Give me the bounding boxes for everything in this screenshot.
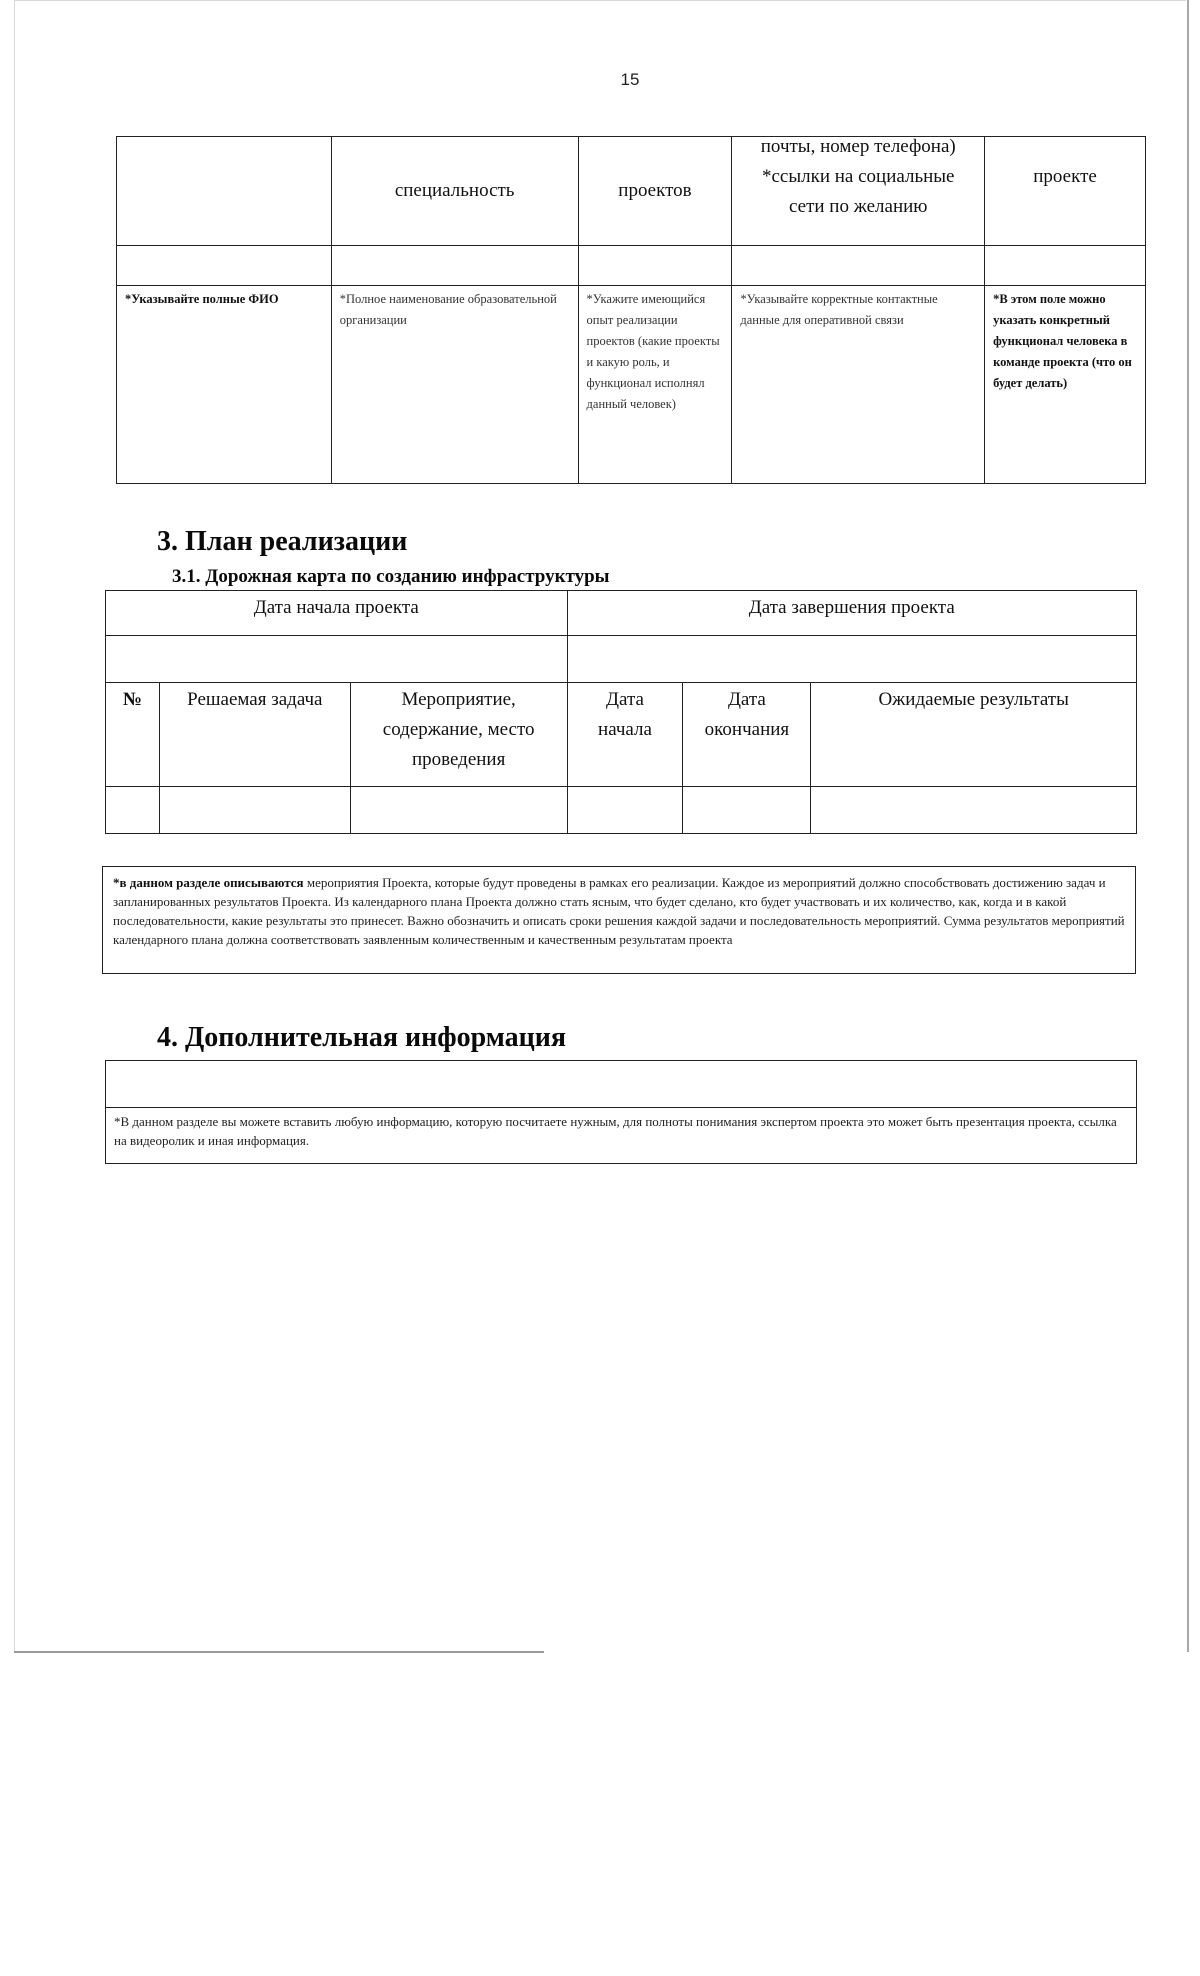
contacts-header-line: сети по желанию xyxy=(788,196,928,217)
section3-note-text: мероприятия Проекта, которые будут проведены в рамках его реализации. Каждое из мероприятий должно способствовать достижению задач и запланированных результатов Проекта. Из календарного плана Проекта должно стать ясным, что будет сделано, кто будет участвовать и их количество, как, когда и в какой последовательности, какие результаты это принесет. Важно обозначить и описать сроки решения каждой задачи и последовательность мероприятий. Сумма результатов мероприятий календарного плана должна соответствовать заявленным количественным и качественным результатам проекта xyxy=(113,875,1125,947)
team-header-cell-specialty: специальность xyxy=(331,137,578,246)
page-edge-top xyxy=(14,0,1186,1)
roadmap-empty-cell[interactable] xyxy=(159,787,350,834)
end-date-value-cell[interactable] xyxy=(567,636,1136,683)
page-edge-right xyxy=(1187,0,1189,1652)
hint-full-name: *Указывайте полные ФИО xyxy=(117,286,332,484)
team-empty-cell[interactable] xyxy=(331,246,578,286)
roadmap-empty-cell[interactable] xyxy=(567,787,683,834)
team-table-empty-row xyxy=(117,246,1146,286)
page-edge-left xyxy=(14,0,15,1652)
team-table-header-row xyxy=(117,137,1146,246)
contacts-header-line: почты, номер телефона) xyxy=(760,136,956,157)
team-empty-cell[interactable] xyxy=(732,246,985,286)
section3-title: 3. План реализации xyxy=(157,526,408,557)
page-edge-bottom xyxy=(14,1651,544,1653)
team-header-cell-experience: проектов xyxy=(578,137,732,246)
hint-experience: *Укажите имеющийся опыт реализации проектов (какие проекты и какую роль, и функционал исполнял данный человек) xyxy=(578,286,732,484)
page-number: 15 xyxy=(620,70,640,89)
column-end-date: Дата окончания xyxy=(683,683,811,787)
roadmap-empty-row xyxy=(106,787,1137,834)
column-number: № xyxy=(106,683,160,787)
start-date-label: Дата начала проекта xyxy=(106,591,568,636)
roadmap-table xyxy=(105,590,1137,834)
team-header-cell-name xyxy=(117,137,332,246)
team-header-cell-contacts xyxy=(732,137,985,246)
team-empty-cell[interactable] xyxy=(985,246,1146,286)
hint-contacts: *Указывайте корректные контактные данные для оперативной связи xyxy=(732,286,985,484)
team-empty-cell[interactable] xyxy=(578,246,732,286)
team-table-hint-row xyxy=(117,286,1146,484)
roadmap-columns-header-row xyxy=(106,683,1137,787)
section4-title: 4. Дополнительная информация xyxy=(157,1022,567,1053)
hint-education: *Полное наименование образовательной организации xyxy=(331,286,578,484)
hint-role: *В этом поле можно указать конкретный функционал человека в команде проекта (что он будет делать) xyxy=(985,286,1146,484)
team-empty-cell[interactable] xyxy=(117,246,332,286)
section3-note-bold: *в данном разделе описываются xyxy=(113,875,304,890)
start-date-value-cell[interactable] xyxy=(106,636,568,683)
section4-note: *В данном разделе вы можете вставить любую информацию, которую посчитаете нужным, для полноты понимания экспертом проекта это может быть презентация проекта, ссылка на видеоролик и иная информация. xyxy=(114,1114,1117,1148)
contacts-header-line: *ссылки на социальные xyxy=(761,166,955,187)
section3-note xyxy=(102,866,1136,974)
team-table xyxy=(116,136,1146,484)
roadmap-empty-cell[interactable] xyxy=(811,787,1137,834)
roadmap-dates-value-row xyxy=(106,636,1137,683)
column-event: Мероприятие, содержание, место проведения xyxy=(350,683,567,787)
section3-subtitle: 3.1. Дорожная карта по созданию инфраструктуры xyxy=(172,566,610,587)
section4-info-box xyxy=(105,1060,1137,1164)
roadmap-dates-header-row xyxy=(106,591,1137,636)
team-header-cell-role: проекте xyxy=(985,137,1146,246)
end-date-label: Дата завершения проекта xyxy=(567,591,1136,636)
roadmap-empty-cell[interactable] xyxy=(350,787,567,834)
roadmap-empty-cell[interactable] xyxy=(106,787,160,834)
column-task: Решаемая задача xyxy=(159,683,350,787)
column-results: Ожидаемые результаты xyxy=(811,683,1137,787)
column-start-date: Дата начала xyxy=(567,683,683,787)
roadmap-empty-cell[interactable] xyxy=(683,787,811,834)
section4-input-area[interactable] xyxy=(106,1061,1136,1108)
